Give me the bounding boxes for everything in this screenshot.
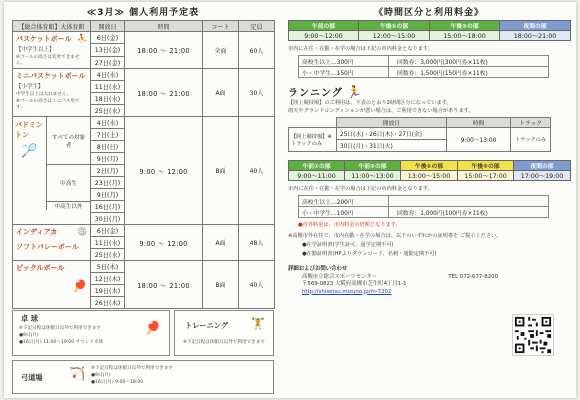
- table-tennis-date2: ●16日(月) 11:00～19:00 サウンド卓球: [19, 340, 104, 345]
- badminton-capacity: 40人: [239, 117, 275, 225]
- date-cell: 2日(月): [91, 165, 125, 177]
- running-sub: 【陸上競技場】のご利用は、下表のとおり2時間区分になっています。: [288, 100, 452, 106]
- running-header-time: 時間: [447, 118, 511, 128]
- archery-lines: [91, 365, 271, 386]
- indiaca-cell: [13, 225, 91, 261]
- minibasket-name: ミニバスケットボール: [16, 72, 86, 80]
- badminton-name-area: [13, 117, 47, 210]
- date-cell: 18日(水): [91, 93, 125, 105]
- contact-org-row: [288, 274, 498, 282]
- table-row: [299, 196, 549, 207]
- date-cell: 30日(月): [91, 213, 125, 225]
- date-cell: 9日(月): [91, 189, 125, 201]
- running-time: 9:00～13:00: [447, 128, 511, 152]
- volleyball-icon: 🏐: [77, 227, 87, 236]
- fee-child: 小・中学生…150円: [299, 67, 389, 78]
- running-warn: 雨天やグランドコンディションが悪い場合は、ご利用できない場合があります。: [288, 108, 474, 114]
- running-dates2: 30日(月)・31日(火): [337, 140, 447, 152]
- table-row: [299, 67, 549, 78]
- date-cell: 25日(水): [91, 249, 125, 261]
- archery-title: 弓道場: [21, 373, 43, 382]
- slot-morning: 午前の部: [289, 21, 359, 31]
- running-header-day: 開放日: [337, 118, 447, 128]
- slot-morning2: 午前②の部: [345, 161, 401, 171]
- contact-org: 高槻市立総合スポーツセンター: [302, 273, 378, 280]
- date-cell: 25日(水): [91, 105, 125, 117]
- basketball-capacity: 60人: [239, 32, 275, 69]
- minibasket-cell: [13, 69, 91, 117]
- training-title: トレーニング: [185, 321, 228, 330]
- running-track: トラックのみ: [511, 128, 551, 152]
- badminton-cell: [13, 117, 91, 225]
- header-open-day: 開放日: [91, 21, 125, 32]
- badminton-group-students: 中高生: [47, 165, 90, 202]
- fee-adult-ticket: [389, 196, 549, 207]
- date-cell: 8日(日): [91, 141, 125, 153]
- header-court: コート: [203, 21, 239, 32]
- date-cell: 4日(水): [91, 69, 125, 81]
- archery-box: [12, 360, 274, 394]
- paddle-icon: 🏓: [72, 279, 87, 293]
- slot-time-row: [289, 171, 571, 181]
- badminton-group-others: 中高生以外: [54, 204, 83, 210]
- id-worker: ●在勤証明書(HPよりダウンロード、名刺・通勤定期不可): [302, 251, 437, 257]
- date-cell: 11日(水): [91, 81, 125, 93]
- table-tennis-lines: [19, 325, 129, 346]
- fee-adult: 高校生以上…200円: [299, 196, 389, 207]
- qr-code-icon[interactable]: [512, 314, 554, 356]
- fee-adult: 高校生以上…300円: [299, 56, 389, 67]
- pickleball-cell: [13, 261, 91, 309]
- table-row: [13, 225, 275, 237]
- pickleball-name: ピックルボール: [16, 264, 65, 272]
- pickleball-capacity: 40人: [239, 261, 275, 309]
- table-tennis-date1: ●9日(月): [19, 333, 39, 338]
- archery-date2: ●16日(月) 9:00～18:00: [91, 380, 144, 385]
- slot-time: 15:00～17:00: [458, 171, 514, 181]
- badminton-player-icon: 🏸: [21, 144, 38, 159]
- fee-child: 小・中学生…100円: [299, 207, 389, 218]
- table-tennis-player-icon: 🏓: [144, 321, 161, 336]
- table-row: [13, 261, 275, 273]
- badminton-time: 9:00 ～ 12:00: [125, 117, 203, 225]
- id-student: ●在学証明書(学生証可、通学定期不可): [302, 242, 394, 248]
- date-cell: 9日(月): [91, 153, 125, 165]
- badminton-name: バドミントン: [15, 121, 43, 139]
- minibasket-note2: ※ゴールの高さはミニバス用です。: [16, 99, 80, 110]
- schedule-header-row: [13, 21, 275, 32]
- table-row: [13, 69, 275, 81]
- date-cell: 6日(金): [91, 225, 125, 237]
- basketball-player-icon: ⛹: [77, 34, 87, 43]
- slot-time: 11:00～13:00: [345, 171, 401, 181]
- date-cell: 19日(木): [91, 285, 125, 297]
- date-cell: 16日(月): [91, 201, 125, 213]
- indiaca-court: A面: [203, 225, 239, 261]
- table-row: [13, 117, 275, 129]
- date-cell: 13日(金): [91, 44, 125, 56]
- contact-tel: TEL 072-677-8200: [448, 273, 498, 280]
- outside-fee-note: ●市外料金は、市内料金の倍額となります。: [298, 222, 401, 228]
- slot-night: 夜間の部: [514, 161, 571, 171]
- date-cell: 27日(金): [91, 56, 125, 68]
- fee-child-ticket: 回数券：1,500円(150円券×11枚): [389, 67, 549, 78]
- contact-block: [288, 266, 498, 296]
- minibasket-sub: 【小学生】: [16, 84, 44, 90]
- fee-table: [298, 55, 549, 78]
- running-slot-table: [288, 160, 571, 181]
- running-table: [288, 117, 551, 152]
- archery-note: ※下記日程は休館日以外で利用できます: [91, 366, 173, 371]
- running-dates1: 25日(水)・26日(木)・27日(金): [337, 128, 447, 140]
- minibasket-note1: 中学生以上は入れません。: [16, 92, 72, 97]
- slot-afternoon2: 午後②の部: [430, 21, 500, 31]
- badminton-groups: [47, 117, 90, 210]
- slot-time: 18:00～21:00: [500, 31, 571, 41]
- contact-url-link[interactable]: http://shisetsu.mizuno.jp/m-7202: [302, 288, 392, 295]
- table-row: [289, 128, 551, 140]
- running-fee-table: [298, 195, 549, 218]
- indiaca-time: 9:00 ～ 12:00: [125, 225, 203, 261]
- slot-morning1: 午前①の部: [289, 161, 345, 171]
- fee-adult-ticket: 回数券：3,000円(300円券×11枚): [389, 56, 549, 67]
- contact-address: 〒569-0823 大阪府高槻市芝生町4丁目1-1: [302, 281, 407, 287]
- date-cell: 11日(水): [91, 237, 125, 249]
- basketball-time: 18:00 ～ 21:00: [125, 32, 203, 69]
- slot-time: 17:00～19:00: [514, 171, 571, 181]
- minibasket-capacity: 30人: [239, 69, 275, 117]
- indiaca-capacity: 48人: [239, 225, 275, 261]
- date-cell: 4日(水): [91, 117, 125, 129]
- date-cell: 12日(木): [91, 273, 125, 285]
- minibasket-court: A面: [203, 69, 239, 117]
- header-capacity: 定員: [239, 21, 275, 32]
- flyer-sheet: [4, 2, 576, 398]
- running-blank-header: [289, 118, 337, 128]
- runner-icon: 🏃: [346, 84, 362, 99]
- slot-time: 9:00～11:00: [289, 171, 345, 181]
- table-row: [299, 207, 549, 218]
- slot-header-row: [289, 21, 571, 31]
- running-header-track: トラック: [511, 118, 551, 128]
- fees-section: [288, 6, 570, 296]
- basketball-cell: [13, 32, 91, 69]
- slot-afternoon1: 午後①の部: [401, 161, 458, 171]
- basketball-note: ※ゴールの高さは変更できません。: [16, 55, 80, 66]
- slot-time-row: [289, 31, 571, 41]
- table-tennis-title: 卓 球: [21, 314, 38, 323]
- pickleball-court: B面: [203, 261, 239, 309]
- fee-note: 市内に在住・在勤・在学の場合は下記の市内料金となります。: [288, 46, 433, 52]
- archery-date1: ●9日(月): [91, 373, 111, 378]
- basketball-name: バスケットボール: [16, 35, 72, 43]
- running-header-row: [289, 118, 551, 128]
- date-cell: 23日(月): [91, 177, 125, 189]
- training-note: ※下記日程は休館日以外で利用できます: [183, 340, 265, 345]
- indiaca-name: インディアカ: [16, 228, 58, 236]
- header-facility: 【総合体育館】大体育館: [13, 21, 91, 32]
- pickleball-time: 18:00 ～ 21:00: [125, 261, 203, 309]
- date-cell: 6日(金): [91, 32, 125, 44]
- id-note: ※高槻市外在住で、市内在勤・在学の場合は、以下のいずれかの証明書を ご提示ください。: [288, 233, 502, 239]
- date-cell: 26日(木): [91, 297, 125, 309]
- time-slot-table: [288, 20, 571, 41]
- running-header: [288, 84, 570, 99]
- badminton-group-all: すべての対象者: [47, 117, 90, 165]
- date-cell: 5日(木): [91, 261, 125, 273]
- dumbbell-icon: 🏋: [251, 317, 265, 330]
- fee-note-2: 市内に在住・在勤・在学の場合は下記の市内料金となります。: [288, 186, 433, 192]
- table-row: [299, 56, 549, 67]
- schedule-section: [12, 6, 274, 309]
- table-row: [13, 32, 275, 44]
- running-facility: 【陸上競技場】※トラックのみ: [289, 128, 337, 152]
- running-title: ランニング: [288, 88, 343, 99]
- slot-afternoon2: 午後②の部: [458, 161, 514, 171]
- archer-icon: 🏹: [69, 367, 86, 382]
- schedule-table: [12, 20, 275, 309]
- fee-child-ticket: 回数券：1,000円(100円券×11枚): [389, 207, 549, 218]
- table-tennis-note: ※下記日程は休館日以外で利用できます: [19, 326, 101, 331]
- contact-title: 詳細およびお問い合わせ: [288, 266, 348, 272]
- header-time: 時間: [125, 21, 203, 32]
- slot-time: 12:00～15:00: [359, 31, 430, 41]
- training-box: [174, 310, 274, 356]
- softvolley-name: ソフトバレーボール: [16, 243, 79, 251]
- basketball-court: 全面: [203, 32, 239, 69]
- slot-time: 9:00～12:00: [289, 31, 359, 41]
- date-cell: 7日(土): [91, 129, 125, 141]
- minibasket-time: 18:00 ～ 21:00: [125, 69, 203, 117]
- slot-time: 15:00～18:00: [430, 31, 500, 41]
- basketball-sub: 【中学生以上】: [16, 47, 55, 53]
- badminton-court: B面: [203, 117, 239, 225]
- fees-title: 《時間区分と利用料金》: [373, 8, 484, 18]
- slot-afternoon1: 午後①の部: [359, 21, 430, 31]
- slot-night: 夜間の部: [500, 21, 571, 31]
- schedule-title: ≪3月≫ 個人利用予定表: [86, 8, 200, 18]
- contact-url[interactable]: [288, 289, 498, 297]
- slot-time: 13:00～15:00: [401, 171, 458, 181]
- slot-header-row: [289, 161, 571, 171]
- table-tennis-box: [12, 310, 170, 356]
